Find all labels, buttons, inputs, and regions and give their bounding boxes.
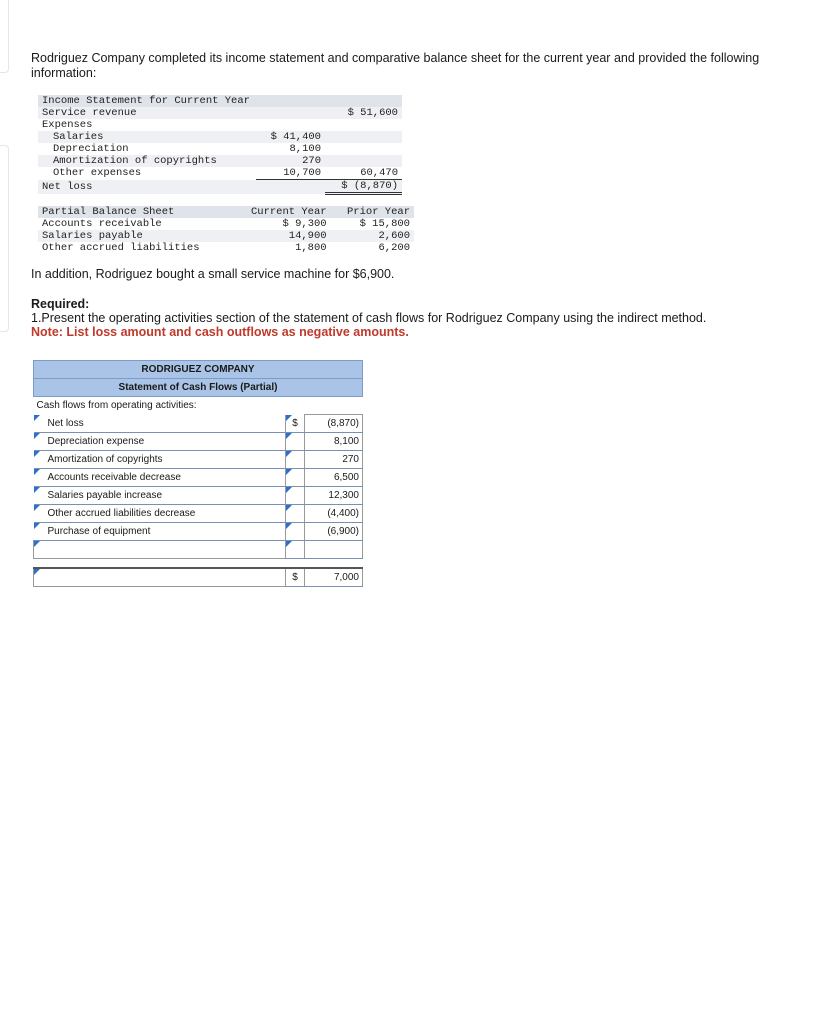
col-current-year: Current Year: [232, 206, 330, 218]
bs-row-label: Salaries payable: [38, 230, 232, 242]
service-revenue-label: Service revenue: [38, 107, 256, 119]
cf-currency: [286, 433, 305, 451]
table-row: [34, 505, 363, 523]
expense-label: Amortization of copyrights: [38, 155, 256, 167]
cf-amount-input[interactable]: (8,870): [305, 415, 363, 433]
cf-currency: [286, 541, 305, 559]
bs-row-current: 1,800: [295, 242, 327, 254]
cf-label-input[interactable]: Depreciation expense: [34, 433, 286, 451]
spacer-row: [34, 559, 363, 569]
bs-row-prior: $ 15,800: [359, 218, 410, 230]
bs-row-prior: 2,600: [331, 230, 414, 242]
required-note: Note: List loss amount and cash outflows as negative amounts.: [31, 325, 409, 339]
required-text: 1.Present the operating activities section of the statement of cash flows for Rodriguez Company using the indirect method.: [31, 311, 707, 325]
cf-label-input[interactable]: Accounts receivable decrease: [34, 469, 286, 487]
cf-currency: [286, 451, 305, 469]
addition-text: In addition, Rodriguez bought a small service machine for $6,900.: [31, 267, 395, 281]
cf-label-input[interactable]: Salaries payable increase: [34, 487, 286, 505]
balance-sheet-title: Partial Balance Sheet: [38, 206, 232, 218]
cash-flow-table: [33, 360, 363, 587]
cf-label-input[interactable]: Purchase of equipment: [34, 523, 286, 541]
table-row: [34, 415, 363, 433]
expense-label: Salaries: [38, 131, 256, 143]
cf-currency: [286, 487, 305, 505]
bs-row-label: Other accrued liabilities: [42, 242, 200, 254]
income-statement: [38, 95, 402, 195]
cf-company-name: RODRIGUEZ COMPANY: [34, 361, 363, 379]
net-loss-value: $ (8,870): [325, 180, 402, 194]
required-section: [31, 297, 706, 339]
cf-amount-input[interactable]: 12,300: [305, 487, 363, 505]
cf-amount-input[interactable]: 8,100: [305, 433, 363, 451]
bs-row-label: Accounts receivable: [42, 218, 162, 230]
expense-label: Other expenses: [53, 167, 142, 180]
expense-label: Depreciation: [53, 143, 129, 155]
bs-row-current: $ 9,300: [282, 218, 327, 230]
cf-currency: $: [286, 415, 305, 433]
cf-label-input[interactable]: Net loss: [34, 415, 286, 433]
expense-value: 8,100: [289, 143, 321, 155]
cf-currency: [286, 523, 305, 541]
service-revenue-value: $ 51,600: [325, 107, 402, 119]
expense-value: 10,700: [256, 167, 326, 180]
cf-amount-input[interactable]: 6,500: [305, 469, 363, 487]
cf-total-amount[interactable]: 7,000: [305, 568, 363, 587]
cf-label-input[interactable]: [34, 541, 286, 559]
net-loss-label: Net loss: [38, 180, 256, 194]
bs-row-prior: 6,200: [378, 242, 410, 254]
required-title: Required:: [31, 297, 90, 311]
balance-sheet: [38, 206, 414, 254]
cf-section-label: Cash flows from operating activities:: [36, 400, 197, 411]
cf-total-currency: $: [286, 568, 305, 587]
col-prior-year: Prior Year: [331, 206, 414, 218]
expense-value: $ 41,400: [256, 131, 326, 143]
cf-amount-input[interactable]: 270: [305, 451, 363, 469]
table-row: [34, 451, 363, 469]
page-edge: [0, 145, 9, 332]
table-row: [34, 523, 363, 541]
cf-amount-input[interactable]: (6,900): [305, 523, 363, 541]
cf-statement-title: Statement of Cash Flows (Partial): [34, 379, 363, 397]
expense-value: 270: [256, 155, 326, 167]
table-row: [34, 487, 363, 505]
cf-amount-input[interactable]: (4,400): [305, 505, 363, 523]
cf-label-input[interactable]: Other accrued liabilities decrease: [34, 505, 286, 523]
table-row: [34, 433, 363, 451]
intro-text: Rodriguez Company completed its income statement and comparative balance sheet for the current year and provided the following information:: [31, 51, 760, 80]
cf-amount-input[interactable]: [305, 541, 363, 559]
income-statement-title: Income Statement for Current Year: [38, 95, 402, 107]
total-expenses-value: 60,470: [325, 167, 402, 180]
bs-row-current: 14,900: [232, 230, 330, 242]
table-row: [34, 541, 363, 559]
cf-currency: [286, 505, 305, 523]
expenses-label: Expenses: [42, 119, 93, 131]
page-edge: [0, 0, 9, 73]
total-row: [34, 568, 363, 587]
table-row: [34, 469, 363, 487]
cf-total-label-input[interactable]: [34, 568, 286, 587]
cf-label-input[interactable]: Amortization of copyrights: [34, 451, 286, 469]
cf-currency: [286, 469, 305, 487]
